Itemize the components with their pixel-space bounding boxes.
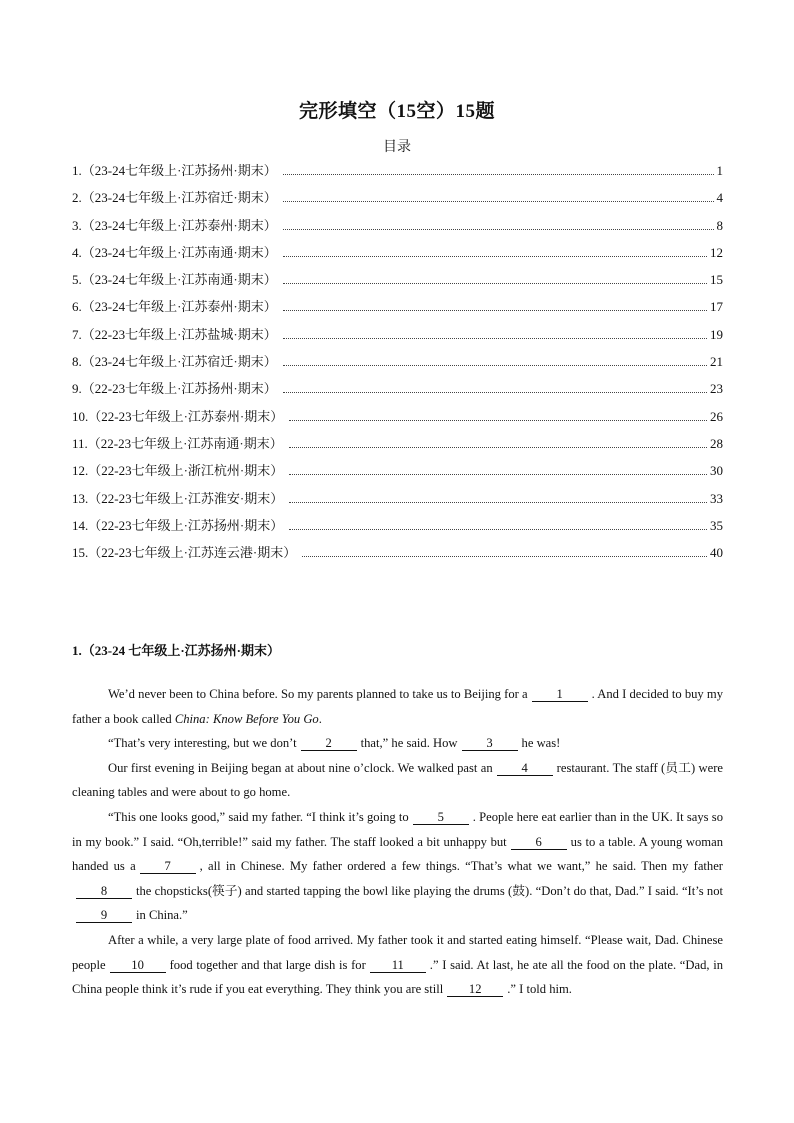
toc-entry-page: 12: [710, 244, 723, 260]
toc-entry-label: 3.（23-24七年级上·江苏泰州·期末）: [72, 217, 277, 233]
blank-3: 3: [462, 736, 518, 751]
toc-entry[interactable]: [72, 406, 723, 433]
cloze-passage: [72, 682, 723, 1002]
passage-text: us to a table. A young woman handed us a: [72, 834, 723, 874]
blank-7: 7: [140, 859, 196, 874]
passage-text: that,” he said. How: [360, 736, 458, 751]
toc-entry[interactable]: [72, 269, 723, 296]
passage-text: , all in Chinese. My father ordered a few things. “That’s what we want,” he said. Then my father: [199, 859, 723, 874]
passage-text: Our first evening in Beijing began at about nine o’clock. We walked past an: [108, 760, 493, 775]
toc-leader: [283, 310, 707, 311]
passage-text: the chopsticks(筷子) and started tapping the bowl like playing the drums (鼓). “Don’t do that, Dad.” I said. “It’s not: [136, 883, 723, 898]
toc-entry[interactable]: [72, 160, 723, 187]
passage-paragraph: [72, 682, 723, 731]
toc-leader: [283, 365, 707, 366]
toc-leader: [283, 392, 707, 393]
toc-entry-page: 19: [710, 326, 723, 342]
toc-entry[interactable]: [72, 378, 723, 405]
toc-entry-label: 1.（23-24七年级上·江苏扬州·期末）: [72, 163, 277, 178]
toc-entry-page: 8: [716, 217, 723, 233]
toc-entry-label: 4.（23-24七年级上·江苏南通·期末）: [72, 244, 277, 260]
toc-entry[interactable]: [72, 515, 723, 542]
toc-entry-page: 1: [716, 163, 723, 178]
passage-text: “This one looks good,” said my father. “I think it’s going to: [108, 809, 409, 824]
passage-text: “That’s very interesting, but we don’t: [108, 736, 297, 751]
toc-entry-label: 7.（22-23七年级上·江苏盐城·期末）: [72, 326, 277, 342]
passage-text: .” I told him.: [507, 982, 572, 997]
passage-text: . People here eat earlier than in the UK. It says so in my book.” I said. “Oh,terrible!” said my father. The staff looked a bit unhappy but: [72, 809, 724, 849]
passage-text: food together and that large dish is for: [169, 957, 366, 972]
toc-entry-label: 10.（22-23七年级上·江苏泰州·期末）: [72, 408, 284, 424]
blank-9: 9: [76, 908, 132, 923]
toc-leader: [289, 474, 707, 475]
blank-11: 11: [370, 958, 426, 973]
blank-12: 12: [447, 982, 503, 997]
toc-entry-page: 26: [710, 408, 723, 424]
blank-1: 1: [532, 687, 588, 702]
toc-entry-label: 15.（22-23七年级上·江苏连云港·期末）: [72, 545, 297, 561]
blank-8: 8: [76, 884, 132, 899]
blank-2: 2: [301, 736, 357, 751]
toc-leader: [283, 283, 707, 284]
toc-entry-page: 30: [710, 463, 723, 479]
toc-entry-page: 15: [710, 272, 723, 288]
toc-leader: [289, 502, 707, 503]
passage-paragraph: [72, 928, 723, 1002]
page-title: 完形填空（15空）15题: [298, 101, 495, 122]
passage-text: .” I said. At last, he ate all the food on the plate. “Dad, in China people think it’s rude if you eat everything. They think you are still: [72, 957, 723, 997]
toc-entry-label: 14.（22-23七年级上·江苏扬州·期末）: [72, 517, 284, 533]
toc-entry[interactable]: [72, 351, 723, 378]
toc-entry[interactable]: [72, 324, 723, 351]
toc-leader: [289, 447, 707, 448]
section-heading: 1.（23-24 七年级上·江苏扬州·期末）: [72, 643, 281, 658]
toc-leader: [289, 420, 707, 421]
passage-text: restaurant. The staff (员工) were cleaning tables and were about to go home.: [72, 760, 723, 800]
toc-entry-page: 35: [710, 517, 723, 533]
passage-text: in China.”: [136, 908, 188, 923]
table-of-contents: [72, 160, 723, 569]
toc-entry-page: 21: [710, 354, 723, 370]
blank-10: 10: [110, 958, 166, 973]
toc-entry[interactable]: [72, 460, 723, 487]
toc-entry-label: 12.（22-23七年级上·浙江杭州·期末）: [72, 463, 284, 479]
toc-leader: [283, 201, 714, 202]
blank-4: 4: [497, 761, 553, 776]
toc-entry[interactable]: [72, 187, 723, 214]
toc-leader: [283, 174, 714, 175]
toc-leader: [302, 556, 707, 557]
book-title: China: Know Before You Go: [174, 711, 319, 726]
toc-entry-page: 17: [710, 299, 723, 315]
toc-entry[interactable]: [72, 215, 723, 242]
passage-text: . And I decided to buy my father a book called: [72, 687, 723, 726]
toc-leader: [283, 256, 707, 257]
passage-text: he was!: [521, 736, 561, 751]
toc-entry-label: 5.（23-24七年级上·江苏南通·期末）: [72, 272, 277, 288]
passage-paragraph: [72, 731, 723, 756]
passage-text: .: [318, 711, 322, 726]
toc-heading: 目录: [383, 140, 411, 155]
toc-entry-label: 11.（22-23七年级上·江苏南通·期末）: [72, 435, 283, 451]
passage-paragraph: [72, 756, 723, 805]
toc-entry-label: 2.（23-24七年级上·江苏宿迁·期末）: [72, 190, 277, 206]
toc-entry-page: 33: [710, 490, 723, 506]
toc-entry-page: 28: [710, 435, 723, 451]
toc-entry-label: 13.（22-23七年级上·江苏淮安·期末）: [72, 490, 284, 506]
toc-leader: [283, 338, 707, 339]
toc-entry-label: 8.（23-24七年级上·江苏宿迁·期末）: [72, 354, 277, 370]
passage-text: We’d never been to China before. So my parents planned to take us to Beijing for a: [108, 687, 528, 701]
blank-5: 5: [413, 810, 469, 825]
toc-entry-page: 23: [710, 381, 723, 397]
passage-text: After a while, a very large plate of food arrived. My father took it and started eating himself. “Please wait, Dad. Chinese people: [72, 932, 723, 972]
toc-entry-label: 9.（22-23七年级上·江苏扬州·期末）: [72, 381, 277, 397]
toc-entry[interactable]: [72, 296, 723, 323]
toc-entry-page: 40: [710, 545, 723, 561]
toc-leader: [289, 529, 707, 530]
toc-entry[interactable]: [72, 488, 723, 515]
toc-entry-label: 6.（23-24七年级上·江苏泰州·期末）: [72, 299, 277, 315]
passage-paragraph: [72, 805, 723, 928]
toc-entry-page: 4: [716, 190, 723, 206]
blank-6: 6: [511, 835, 567, 850]
toc-entry[interactable]: [72, 433, 723, 460]
toc-entry[interactable]: [72, 542, 723, 569]
toc-leader: [283, 229, 714, 230]
toc-entry[interactable]: [72, 242, 723, 269]
